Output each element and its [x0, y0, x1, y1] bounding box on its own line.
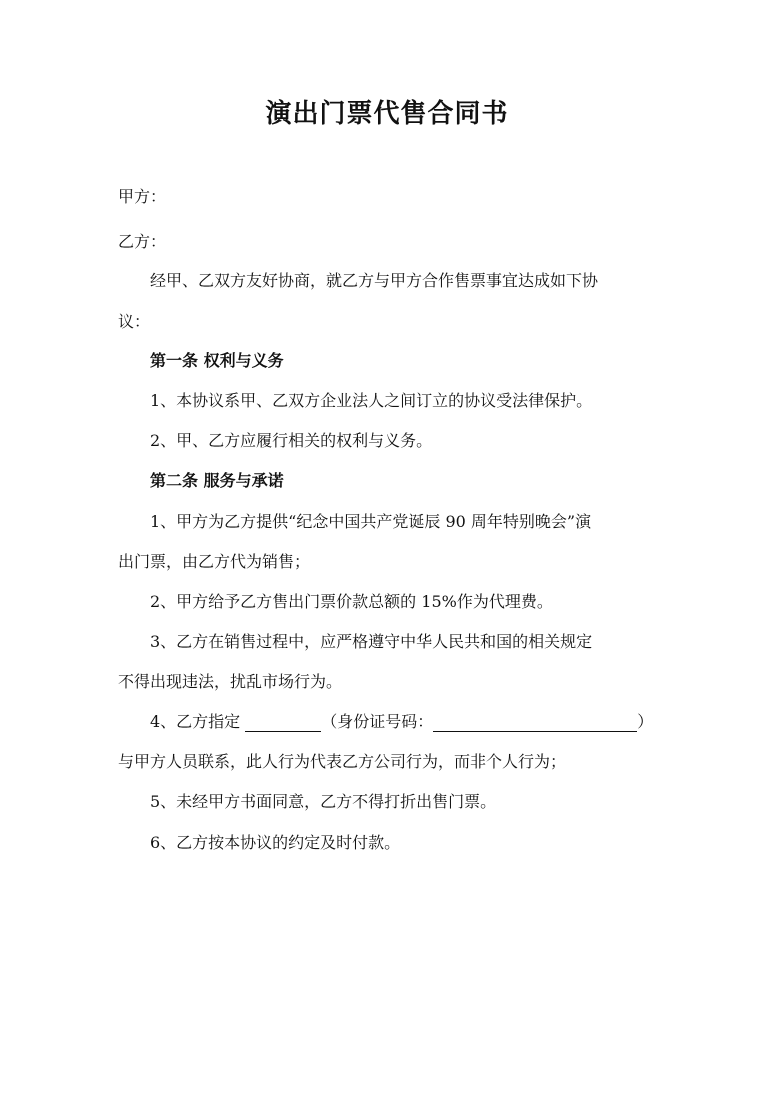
- article-2-item-3-line-1: 3、乙方在销售过程中，应严格遵守中华人民共和国的相关规定: [150, 632, 593, 651]
- document-title: 演出门票代售合同书: [265, 99, 509, 129]
- article-2-item-5: 5、未经甲方书面同意，乙方不得打折出售门票。: [150, 792, 497, 811]
- party-a-line: 甲方：: [118, 187, 167, 206]
- article-2-item-1-line-2: 出门票，由乙方代为销售；: [118, 552, 311, 571]
- article-2-heading: 第二条 服务与承诺: [150, 471, 284, 490]
- article-2-item-4-line-1: [150, 709, 653, 732]
- item-4-suffix: ）: [637, 712, 654, 731]
- article-2-item-3-line-2: 不得出现违法，扰乱市场行为。: [118, 672, 343, 691]
- id-number-blank: [433, 712, 637, 732]
- article-2-item-1-line-1: 1、甲方为乙方提供“纪念中国共产党诞辰 90 周年特别晚会”演: [150, 512, 592, 531]
- item-4-prefix: 4、乙方指定: [150, 712, 246, 731]
- intro-paragraph-line-1: 经甲、乙双方友好协商，就乙方与甲方合作售票事宜达成如下协: [150, 271, 599, 290]
- article-1-item-2: 2、甲、乙方应履行相关的权利与义务。: [150, 431, 433, 450]
- article-2-item-6: 6、乙方按本协议的约定及时付款。: [150, 833, 401, 852]
- article-1-heading: 第一条 权利与义务: [150, 351, 284, 370]
- article-2-item-2: 2、甲方给予乙方售出门票价款总额的 15%作为代理费。: [150, 592, 553, 611]
- item-4-id-label: （身份证号码：: [321, 712, 434, 731]
- intro-paragraph-line-2: 议：: [118, 312, 151, 331]
- article-2-item-4-line-2: 与甲方人员联系，此人行为代表乙方公司行为，而非个人行为；: [118, 752, 567, 771]
- article-1-item-1: 1、本协议系甲、乙双方企业法人之间订立的协议受法律保护。: [150, 391, 593, 410]
- party-b-line: 乙方：: [118, 232, 167, 251]
- contact-name-blank: [245, 712, 321, 732]
